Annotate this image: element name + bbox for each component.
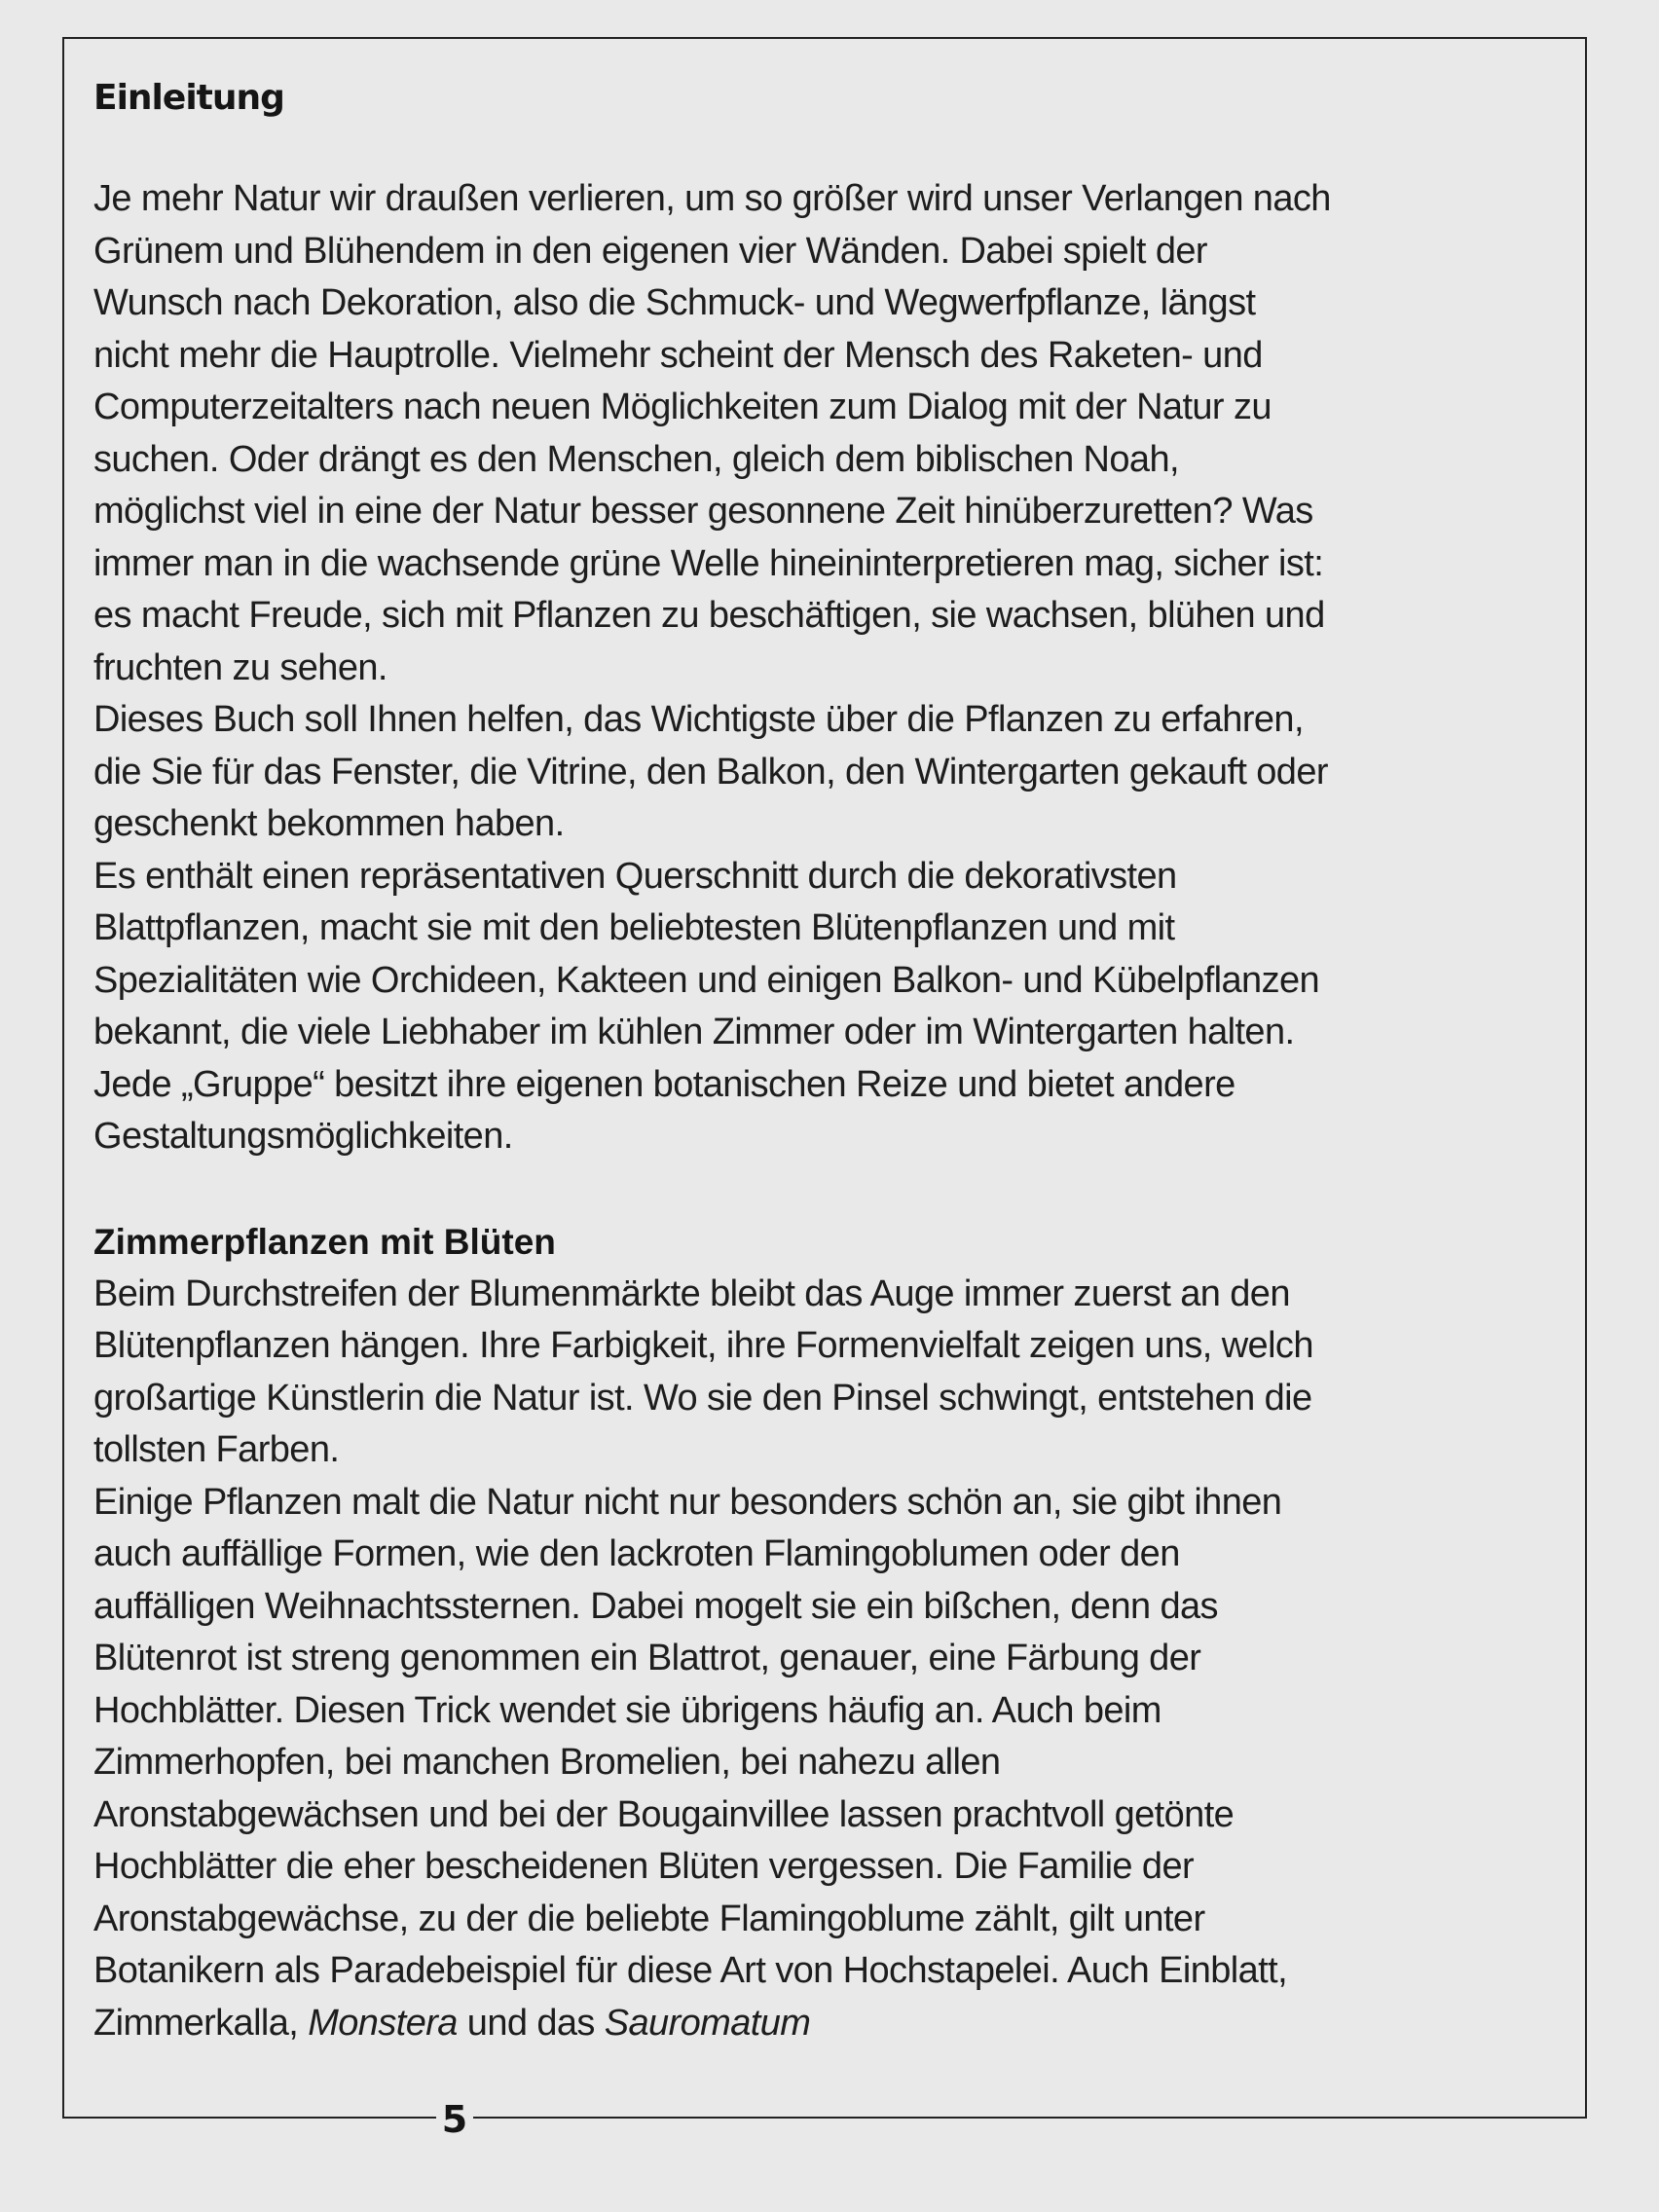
text-line: fruchten zu sehen.	[93, 646, 387, 688]
italic-species-monstera: Monstera	[308, 2002, 458, 2044]
text-line: Wunsch nach Dekoration, also die Schmuck- und Wegwerfpflanze, längst	[93, 282, 1256, 323]
text-line: Spezialitäten wie Orchideen, Kakteen und einigen Balkon- und Kübelpflanzen	[93, 959, 1320, 1001]
text-line: Blattpflanzen, macht sie mit den beliebtesten Blütenpflanzen und mit	[93, 907, 1175, 948]
text-line: suchen. Oder drängt es den Menschen, gleich dem biblischen Noah,	[93, 438, 1179, 480]
text-line: Blütenpflanzen hängen. Ihre Farbigkeit, ihre Formenvielfalt zeigen uns, welch	[93, 1325, 1313, 1366]
section-gap	[93, 1163, 1554, 1216]
flowers-paragraph	[93, 1269, 1554, 2050]
intro-paragraph	[93, 173, 1554, 1163]
text-line: Aronstabgewächsen und bei der Bougainvillee lassen prachtvoll getönte	[93, 1793, 1235, 1835]
text-line-last	[93, 1998, 1554, 2050]
text-line: Zimmerhopfen, bei manchen Bromelien, bei nahezu allen	[93, 1742, 1001, 1783]
text-line: Jede „Gruppe“ besitzt ihre eigenen botanischen Reize und bietet andere	[93, 1063, 1235, 1105]
text-line: auffälligen Weihnachtssternen. Dabei mogelt sie ein bißchen, denn das	[93, 1585, 1218, 1627]
text-line: bekannt, die viele Liebhaber im kühlen Zimmer oder im Wintergarten halten.	[93, 1012, 1295, 1052]
text-line: Aronstabgewächse, zu der die beliebte Flamingoblume zählt, gilt unter	[93, 1898, 1205, 1939]
text-line: großartige Künstlerin die Natur ist. Wo sie den Pinsel schwingt, entstehen die	[93, 1377, 1312, 1419]
text-line: Beim Durchstreifen der Blumenmärkte bleibt das Auge immer zuerst an den	[93, 1272, 1290, 1314]
text-line: tollsten Farben.	[93, 1429, 340, 1470]
text-line: Es enthält einen repräsentativen Querschnitt durch die dekorativsten	[93, 855, 1177, 897]
page-content	[93, 76, 1554, 2049]
text-line: nicht mehr die Hauptrolle. Vielmehr scheint der Mensch des Raketen- und	[93, 334, 1263, 376]
heading-einleitung: Einleitung	[93, 78, 284, 118]
text-fragment: und das	[457, 2002, 605, 2044]
text-line: Botanikern als Paradebeispiel für diese Art von Hochstapelei. Auch Einblatt,	[93, 1950, 1288, 1991]
text-line: immer man in die wachsende grüne Welle hineininterpretieren mag, sicher ist:	[93, 542, 1324, 584]
text-line: es macht Freude, sich mit Pflanzen zu beschäftigen, sie wachsen, blühen und	[93, 595, 1325, 636]
text-line: die Sie für das Fenster, die Vitrine, den Balkon, den Wintergarten gekauft oder	[93, 751, 1328, 793]
text-line: Blütenrot ist streng genommen ein Blattrot, genauer, eine Färbung der	[93, 1638, 1201, 1678]
text-line: Je mehr Natur wir draußen verlieren, um so größer wird unser Verlangen nach	[93, 178, 1331, 219]
text-line: geschenkt bekommen haben.	[93, 803, 565, 844]
text-line: Grünem und Blühendem in den eigenen vier Wänden. Dabei spielt der	[93, 230, 1207, 272]
heading-zimmerpflanzen-mit-blueten: Zimmerpflanzen mit Blüten	[93, 1221, 556, 1262]
text-line: Hochblätter die eher bescheidenen Blüten vergessen. Die Familie der	[93, 1846, 1195, 1887]
text-line: möglichst viel in eine der Natur besser gesonnene Zeit hinüberzuretten? Was	[93, 491, 1313, 532]
italic-species-sauromatum: Sauromatum	[604, 2002, 811, 2044]
text-line: Gestaltungsmöglichkeiten.	[93, 1116, 513, 1157]
text-fragment: Zimmerkalla,	[93, 2002, 309, 2044]
text-line: Dieses Buch soll Ihnen helfen, das Wichtigste über die Pflanzen zu erfahren,	[93, 699, 1304, 740]
text-line: Computerzeitalters nach neuen Möglichkeiten zum Dialog mit der Natur zu	[93, 387, 1272, 427]
text-line: auch auffällige Formen, wie den lackroten Flamingoblumen oder den	[93, 1533, 1180, 1574]
page-number: 5	[436, 2098, 473, 2141]
text-line: Hochblätter. Diesen Trick wendet sie übrigens häufig an. Auch beim	[93, 1689, 1161, 1731]
text-line: Einige Pflanzen malt die Natur nicht nur besonders schön an, sie gibt ihnen	[93, 1481, 1282, 1523]
